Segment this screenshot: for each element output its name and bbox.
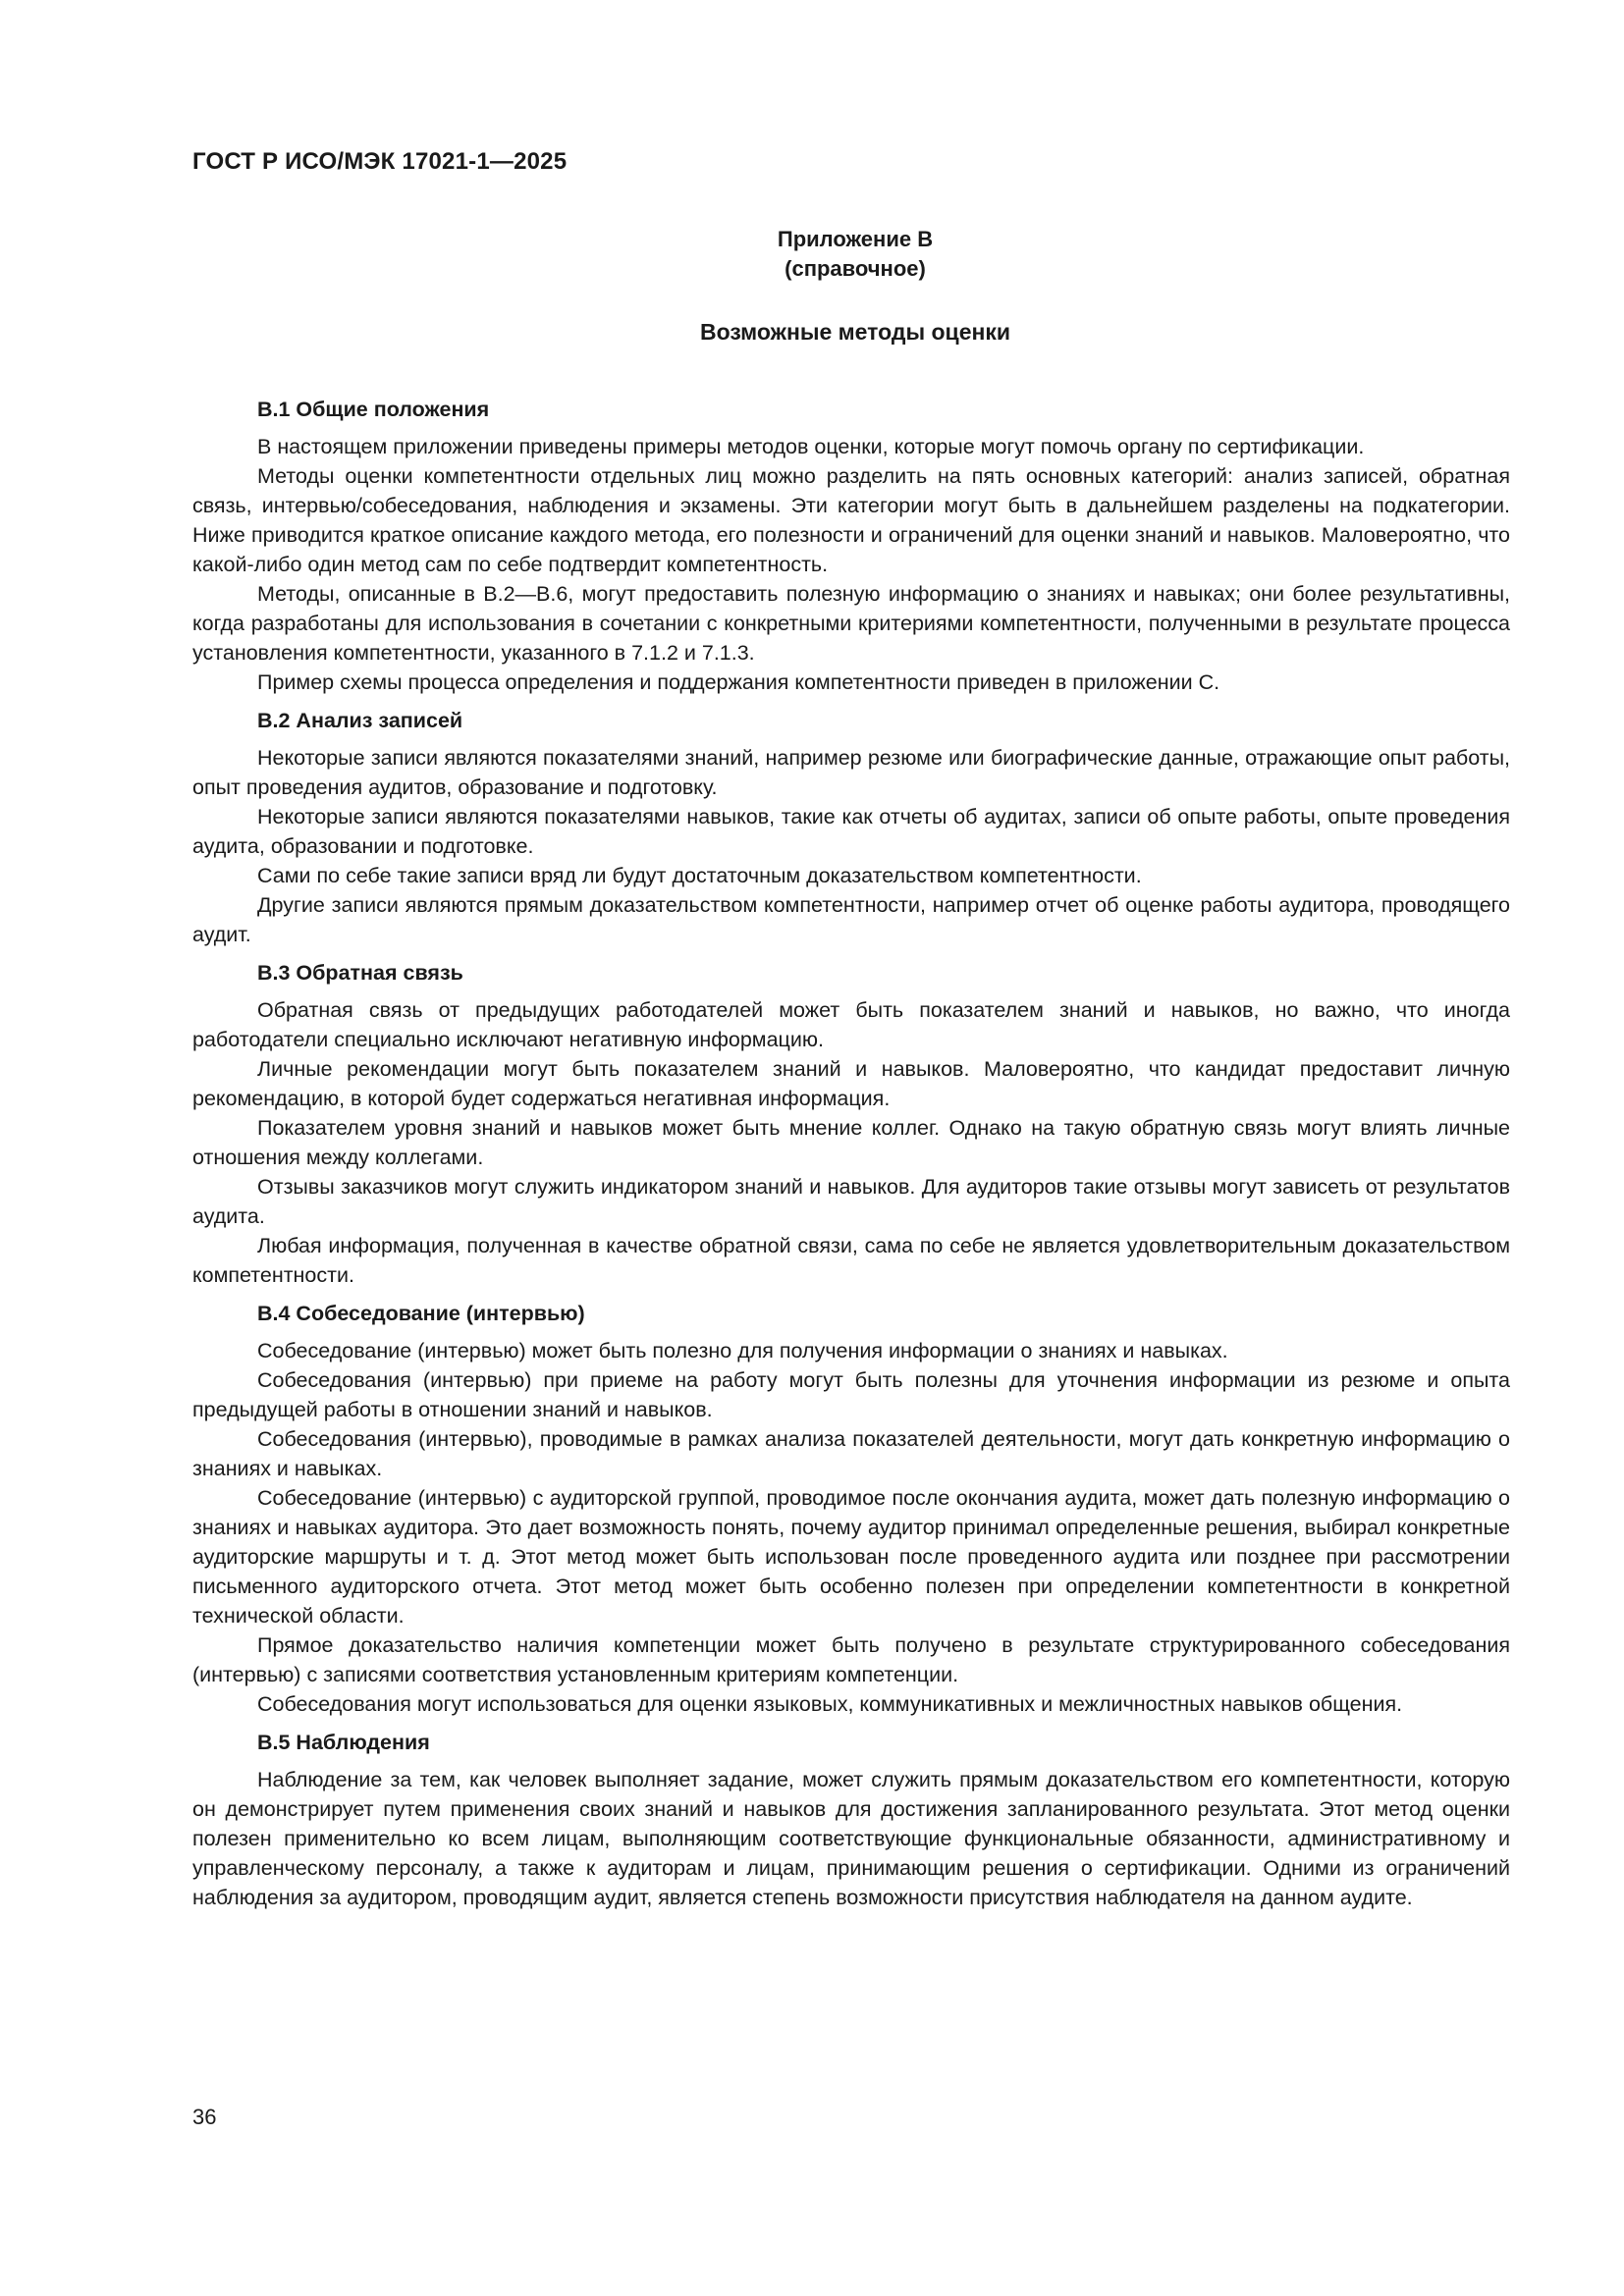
paragraph: Собеседования могут использоваться для оценки языковых, коммуникативных и межличностных навыков общения. xyxy=(257,1692,1403,1716)
section-heading: В.3 Обратная связь xyxy=(257,961,463,985)
paragraph: Собеседование (интервью) с аудиторской группой, проводимое после окончания аудита, может дать полезную информацию о знаниях и навыках аудитора. Это дает возможность понять, почему аудитор принимал определенные решения, выбирал конкретные аудиторские маршруты и т. д. Этот метод может быть использован после проведенного аудита или позднее при рассмотрении письменного аудиторского отчета. Этот метод может быть особенно полезен при определении компетентности в конкретной технической области. xyxy=(192,1486,1510,1628)
section-2 xyxy=(192,706,1510,949)
paragraph: Другие записи являются прямым доказательством компетентности, например отчет об оценке работы аудитора, проводящего аудит. xyxy=(192,893,1510,946)
paragraph: Отзывы заказчиков могут служить индикатором знаний и навыков. Для аудиторов такие отзывы могут зависеть от результатов аудита. xyxy=(192,1175,1510,1228)
section-3 xyxy=(192,958,1510,1290)
paragraph: Личные рекомендации могут быть показателем знаний и навыков. Маловероятно, что кандидат предоставит личную рекомендацию, в которой будет содержаться негативная информация. xyxy=(192,1057,1510,1110)
paragraph: В настоящем приложении приведены примеры методов оценки, которые могут помочь органу по сертификации. xyxy=(257,435,1365,458)
document-code: ГОСТ Р ИСО/МЭК 17021-1—2025 xyxy=(192,148,568,175)
paragraph: Сами по себе такие записи вряд ли будут достаточным доказательством компетентности. xyxy=(257,864,1142,887)
section-5 xyxy=(192,1728,1510,1912)
paragraph: Методы, описанные в В.2—В.6, могут предоставить полезную информацию о знаниях и навыках; они более результативны, когда разработаны для использования в сочетании с конкретными критериями компетентности, полученными в результате процесса установления компетентности, указанного в 7.1.2 и 7.1.3. xyxy=(192,582,1510,665)
appendix-heading xyxy=(192,225,1518,284)
paragraph: Показателем уровня знаний и навыков может быть мнение коллег. Однако на такую обратную связь могут влиять личные отношения между коллегами. xyxy=(192,1116,1510,1169)
paragraph: Наблюдение за тем, как человек выполняет задание, может служить прямым доказательством его компетентности, которую он демонстрирует путем применения своих знаний и навыков для достижения запланированного результата. Этот метод оценки полезен применительно ко всем лицам, выполняющим соответствующие функциональные обязанности, административному и управленческому персоналу, а также к аудиторам и лицам, принимающим решения о сертификации. Одними из ограничений наблюдения за аудитором, проводящим аудит, является степень возможности присутствия наблюдателя на данном аудите. xyxy=(192,1768,1510,1909)
paragraph: Некоторые записи являются показателями навыков, такие как отчеты об аудитах, записи об опыте работы, опыте проведения аудита, образовании и подготовке. xyxy=(192,805,1510,858)
section-1 xyxy=(192,395,1510,697)
section-heading: В.1 Общие положения xyxy=(257,398,490,421)
page-number: 36 xyxy=(192,2105,217,2129)
paragraph: Прямое доказательство наличия компетенции может быть получено в результате структурированного собеседования (интервью) с записями соответствия установленным критериям компетенции. xyxy=(192,1633,1510,1686)
paragraph: Некоторые записи являются показателями знаний, например резюме или биографические данные, отражающие опыт работы, опыт проведения аудитов, образование и подготовку. xyxy=(192,746,1510,799)
paragraph: Методы оценки компетентности отдельных лиц можно разделить на пять основных категорий: анализ записей, обратная связь, интервью/собеседования, наблюдения и экзамены. Эти категории могут быть в дальнейшем разделены на подкатегории. Ниже приводится краткое описание каждого метода, его полезности и ограничений для оценки знаний и навыков. Маловероятно, что какой-либо один метод сам по себе подтвердит компетентность. xyxy=(192,464,1510,576)
paragraph: Собеседования (интервью) при приеме на работу могут быть полезны для уточнения информации из резюме и опыта предыдущей работы в отношении знаний и навыков. xyxy=(192,1368,1510,1421)
appendix-title: Возможные методы оценки xyxy=(699,319,1011,345)
section-heading: В.5 Наблюдения xyxy=(257,1731,430,1754)
paragraph: Пример схемы процесса определения и поддержания компетентности приведен в приложении С. xyxy=(257,670,1220,694)
section-4 xyxy=(192,1299,1510,1719)
section-heading: В.4 Собеседование (интервью) xyxy=(257,1302,585,1325)
paragraph: Обратная связь от предыдущих работодателей может быть показателем знаний и навыков, но важно, что иногда работодатели специально исключают негативную информацию. xyxy=(192,998,1510,1051)
appendix-label: Приложение В xyxy=(777,227,934,251)
document-body xyxy=(192,395,1510,1921)
paragraph: Собеседование (интервью) может быть полезно для получения информации о знаниях и навыках. xyxy=(257,1339,1228,1362)
section-heading: В.2 Анализ записей xyxy=(257,709,463,732)
appendix-status: (справочное) xyxy=(785,256,926,281)
paragraph: Любая информация, полученная в качестве обратной связи, сама по себе не является удовлетворительным доказательством компетентности. xyxy=(192,1234,1510,1287)
paragraph: Собеседования (интервью), проводимые в рамках анализа показателей деятельности, могут дать конкретную информацию о знаниях и навыках. xyxy=(192,1427,1510,1480)
